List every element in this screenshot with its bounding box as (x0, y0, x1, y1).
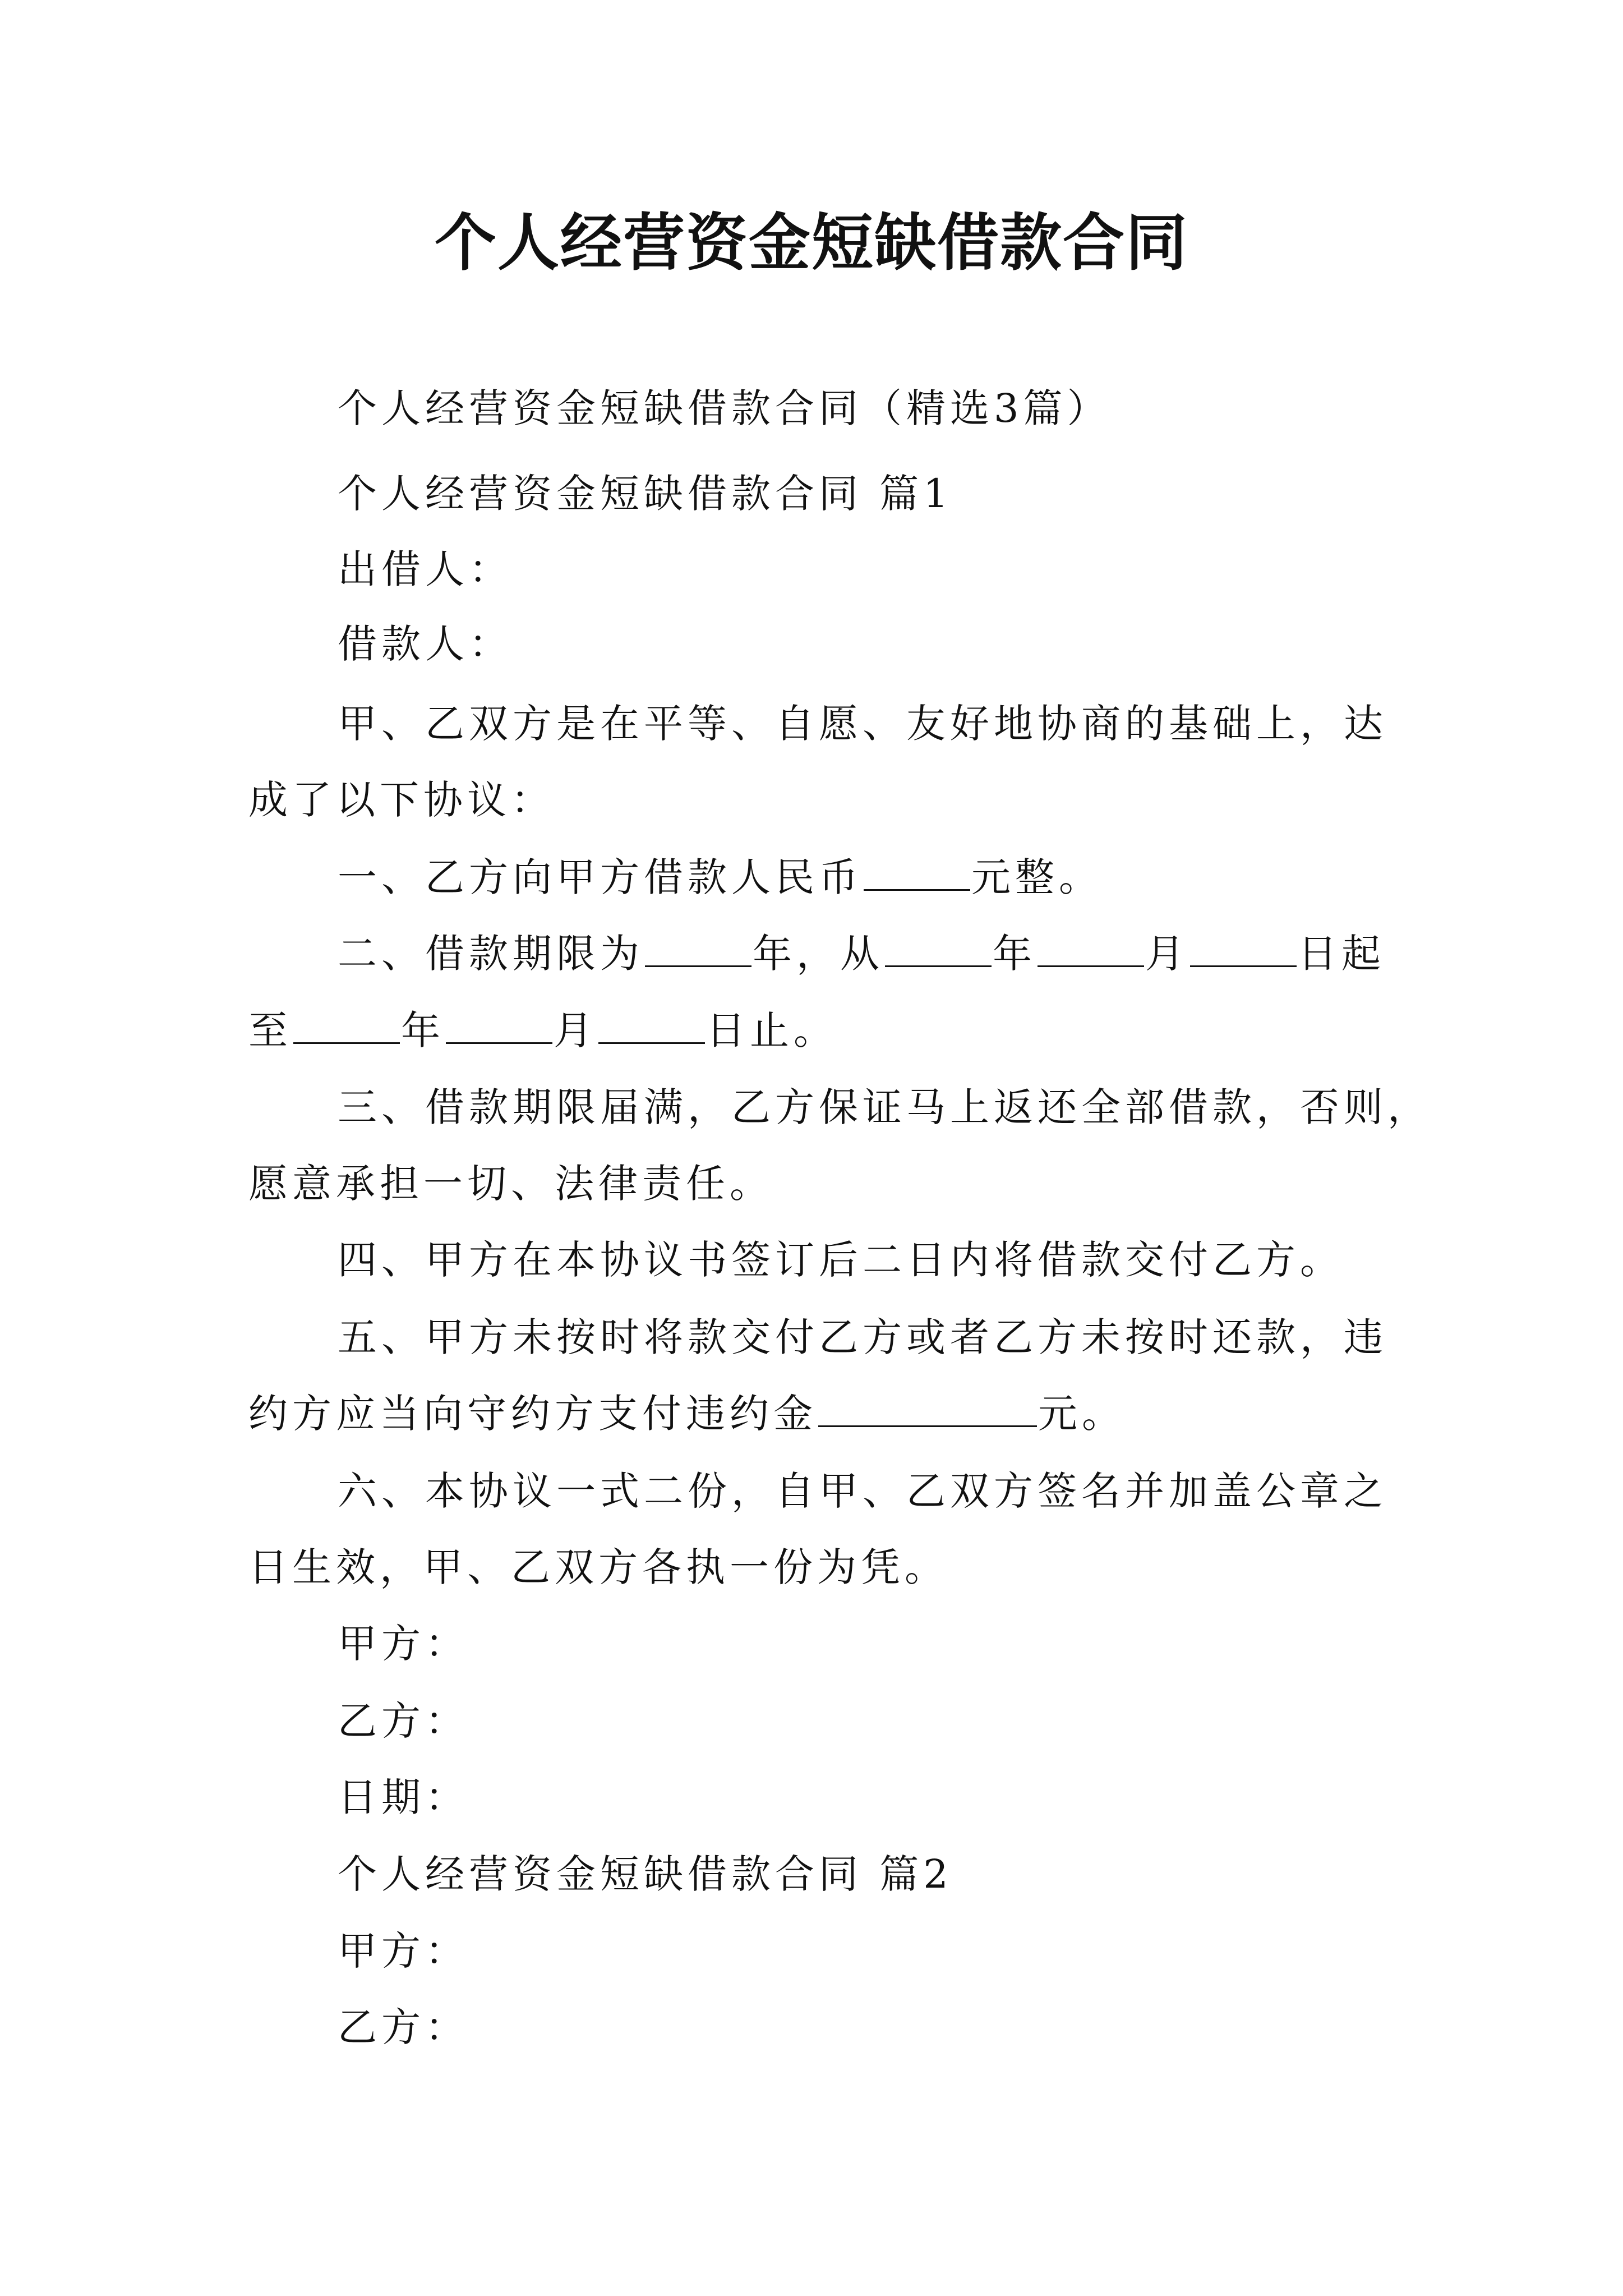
section2-heading: 个人经营资金短缺借款合同 篇2 (338, 1851, 953, 1897)
clause-5-line-2 (248, 1386, 1126, 1442)
clause-2-text: 二、借款期限为 (338, 931, 644, 977)
clause-1-text: 一、乙方向甲方借款人民币 (338, 854, 863, 900)
section2-party-a-label: 甲方： (338, 1928, 469, 1974)
clause-2-month: 月 (1145, 931, 1189, 977)
intro-line-2: 成了以下协议： (248, 777, 555, 823)
penalty-amount-blank (818, 1393, 1037, 1427)
clause-2-end-day: 日止。 (706, 1007, 837, 1053)
clause-3-line-2: 愿意承担一切、法律责任。 (248, 1161, 773, 1207)
document-subtitle: 个人经营资金短缺借款合同（精选3篇） (338, 385, 1111, 431)
clause-2-day-start: 日起 (1298, 931, 1385, 977)
lender-label: 出借人： (338, 546, 513, 592)
start-month-blank (1038, 933, 1144, 967)
amount-blank (864, 857, 970, 891)
clause-3-line-1: 三、借款期限届满，乙方保证马上返还全部借款，否则， (338, 1084, 1431, 1130)
clause-2-year: 年 (993, 931, 1036, 977)
term-years-blank (645, 933, 751, 967)
start-day-blank (1190, 933, 1297, 967)
party-b-label: 乙方： (338, 1698, 469, 1744)
clause-2-end-month: 月 (554, 1007, 597, 1053)
section2-party-b-label: 乙方： (338, 2004, 469, 2050)
section1-heading: 个人经营资金短缺借款合同 篇1 (338, 471, 953, 517)
clause-2-line-2 (248, 1002, 837, 1059)
clause-2-to: 至 (248, 1007, 292, 1053)
document-title: 个人经营资金短缺借款合同 (435, 206, 1188, 279)
clause-2-line-1 (338, 926, 1385, 982)
clause-1-unit: 元整。 (971, 854, 1103, 900)
clause-2-end-year: 年 (401, 1007, 445, 1053)
clause-4: 四、甲方在本协议书签订后二日内将借款交付乙方。 (338, 1237, 1344, 1283)
clause-6-line-1: 六、本协议一式二份，自甲、乙双方签名并加盖公章之 (338, 1468, 1387, 1514)
party-a-label: 甲方： (338, 1621, 469, 1667)
end-month-blank (446, 1010, 552, 1044)
clause-5-line-1: 五、甲方未按时将款交付乙方或者乙方未按时还款，违 (338, 1314, 1387, 1360)
clause-5-unit: 元。 (1038, 1391, 1126, 1437)
intro-line-1: 甲、乙双方是在平等、自愿、友好地协商的基础上，达 (338, 701, 1387, 747)
end-year-blank (293, 1010, 400, 1044)
clause-1 (338, 849, 1103, 905)
start-year-blank (885, 933, 992, 967)
end-day-blank (598, 1010, 705, 1044)
clause-6-line-2: 日生效，甲、乙双方各执一份为凭。 (248, 1544, 948, 1590)
borrower-label: 借款人： (338, 621, 513, 667)
clause-2-year-from: 年，从 (753, 931, 884, 977)
date-label: 日期： (338, 1774, 469, 1820)
clause-5-text: 约方应当向守约方支付违约金 (248, 1391, 817, 1437)
